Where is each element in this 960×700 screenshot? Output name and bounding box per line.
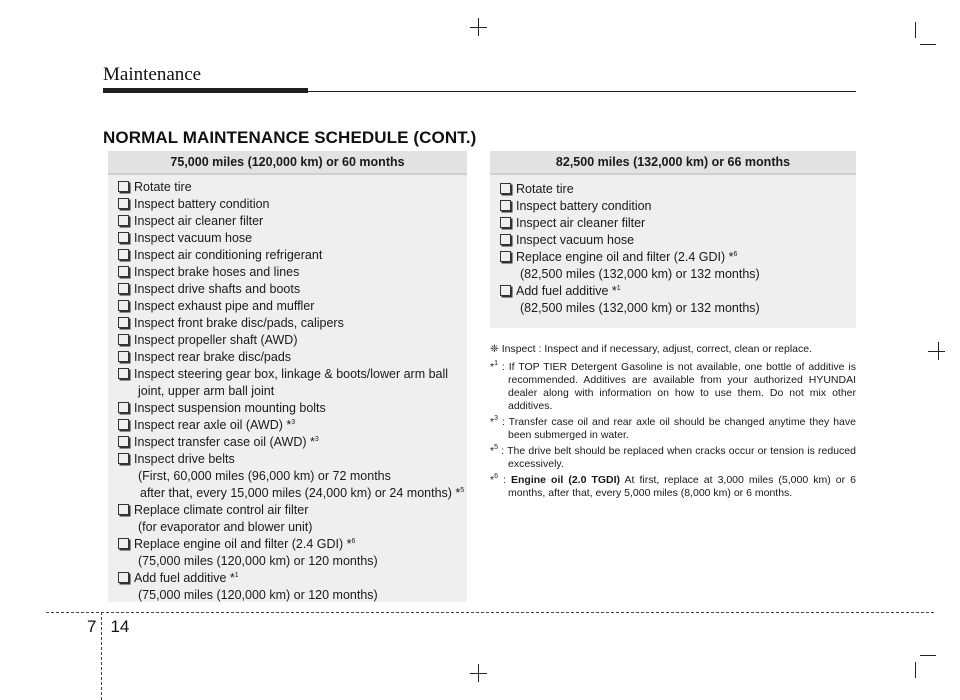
header-rule-thick [103,88,308,93]
checklist-item-detail: (for evaporator and blower unit) [138,520,313,534]
footnote-ref: 3 [291,419,296,426]
checkbox-icon [118,300,129,311]
checklist-item: Inspect air cleaner filter [500,215,846,232]
checklist-item: Rotate tire [118,179,457,196]
crop-mark [915,22,916,38]
footnote-ref: 6 [351,538,356,545]
footnote-ref: 6 [733,251,738,258]
footnote-5: *$^5$ : The drive belt should be replaced when cracks occur or tension is reduced excessively. [490,444,856,470]
checkbox-icon [118,283,129,294]
checklist-item: Inspect brake hoses and lines [118,264,457,281]
checklist-item: Inspect battery condition [500,198,846,215]
checkbox-icon [118,453,129,464]
checkbox-icon [500,285,511,296]
checkbox-icon [118,351,129,362]
schedule-heading: 75,000 miles (120,000 km) or 60 months [108,151,467,175]
crop-mark [928,351,945,352]
checkbox-icon [118,436,129,447]
footnote-3: *$^3$ : Transfer case oil and rear axle oil should be changed anytime they have been submerged in water. [490,415,856,441]
checklist-item: Inspect vacuum hose [500,232,846,249]
checklist-item: Add fuel additive *$^1$ [118,570,457,587]
checkbox-icon [500,200,511,211]
footnote-6: *$^6$ : Engine oil (2.0 TGDI) At first, replace at 3,000 miles (5,000 km) or 6 months, after that, every 5,000 miles (8,000 km) or 6 months. [490,473,856,499]
checklist-item: Inspect battery condition [118,196,457,213]
checklist-item-detail: (75,000 miles (120,000 km) or 120 months) [138,554,378,568]
checkbox-icon [500,234,511,245]
header-title: Maintenance [103,64,202,85]
chapter-number: 7 [87,617,97,636]
checkbox-icon [500,183,511,194]
checklist-item: Inspect vacuum hose [118,230,457,247]
crop-mark [915,662,916,678]
checklist-item: Add fuel additive *$^1$ [500,283,846,300]
page-number [87,617,143,637]
section-title: NORMAL MAINTENANCE SCHEDULE (CONT.) [103,128,477,147]
checkbox-icon [118,181,129,192]
checkbox-icon [118,215,129,226]
checklist-item: Replace engine oil and filter (2.4 GDI) *$^6$ [118,536,457,553]
footnote-ref: 1 [616,285,621,292]
footnote-inspect: ❈ Inspect : Inspect and if necessary, adjust, correct, clean or replace. [490,343,813,355]
checklist-item: Replace climate control air filter [118,502,457,519]
checklist-item: Inspect rear axle oil (AWD) *$^3$ [118,417,457,434]
schedule-heading: 82,500 miles (132,000 km) or 66 months [490,151,856,175]
footnote-ref: 1 [234,572,239,579]
checklist-item: Inspect front brake disc/pads, calipers [118,315,457,332]
checkbox-icon [118,538,129,549]
crop-mark [920,44,936,45]
checkbox-icon [118,419,129,430]
header-rule-thin [308,91,856,92]
crop-mark [470,673,487,674]
checkbox-icon [118,266,129,277]
footnote-1: *$^1$ : If TOP TIER Detergent Gasoline is not available, one bottle of additive is recommended. Additives are available from your authorized HYUNDAI dealer along with information on how to use them. Do not mix other additives. [490,360,856,412]
schedule-box-75000 [108,151,467,602]
checklist-item: Inspect suspension mounting bolts [118,400,457,417]
page-index: 14 [110,617,130,636]
checklist-item-continued: joint, upper arm ball joint [138,384,275,398]
checkbox-icon [118,232,129,243]
crop-mark [920,655,936,656]
checklist-item: Inspect rear brake disc/pads [118,349,457,366]
footnote-ref: 5 [460,487,465,494]
checklist-item: Inspect drive belts [118,451,457,468]
schedule-box-82500 [490,151,856,328]
footnote-ref: 3 [314,436,319,443]
checklist-item: Inspect transfer case oil (AWD) *$^3$ [118,434,457,451]
checkbox-icon [118,334,129,345]
checkbox-icon [118,504,129,515]
checklist-item: Inspect air cleaner filter [118,213,457,230]
checkbox-icon [500,217,511,228]
checkbox-icon [118,572,129,583]
checklist-item-detail: (82,500 miles (132,000 km) or 132 months) [520,267,760,281]
schedule-body [108,175,467,602]
checklist-item: Inspect steering gear box, linkage & boots/lower arm ball [118,366,457,383]
checkbox-icon [118,249,129,260]
checklist-item-detail: (82,500 miles (132,000 km) or 132 months) [520,301,760,315]
checklist-item: Rotate tire [500,181,846,198]
checkbox-icon [118,317,129,328]
checkbox-icon [118,402,129,413]
checkbox-icon [118,368,129,379]
checklist-item-detail: after that, every 15,000 miles (24,000 km) or 24 months) *$^5$ [140,486,465,500]
checklist-item: Inspect drive shafts and boots [118,281,457,298]
checklist-item-detail: (First, 60,000 miles (96,000 km) or 72 months [138,469,391,483]
checklist-item: Replace engine oil and filter (2.4 GDI) *$^6$ [500,249,846,266]
checklist-item: Inspect exhaust pipe and muffler [118,298,457,315]
checklist-item: Inspect air conditioning refrigerant [118,247,457,264]
checklist-item: Inspect propeller shaft (AWD) [118,332,457,349]
footer-rule [46,612,934,613]
footnotes [490,343,856,503]
checklist-item-detail: (75,000 miles (120,000 km) or 120 months) [138,588,378,602]
checkbox-icon [118,198,129,209]
schedule-body [490,175,856,328]
crop-mark [470,27,487,28]
checkbox-icon [500,251,511,262]
